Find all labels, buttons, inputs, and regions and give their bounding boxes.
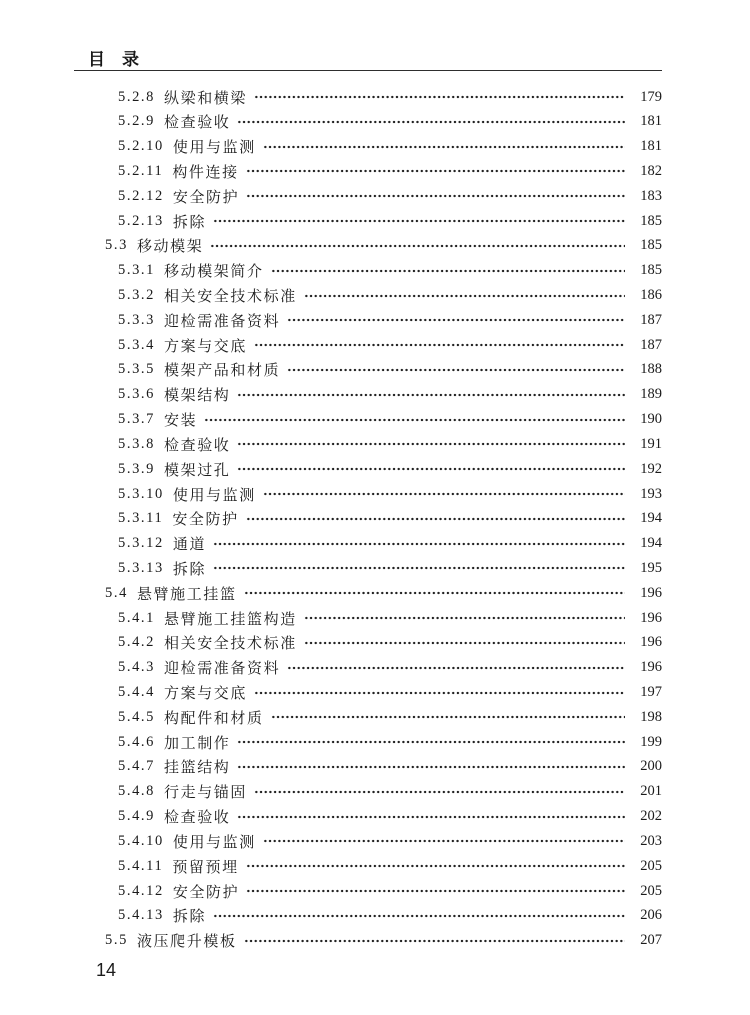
dot-leader (304, 611, 625, 625)
dot-leader (271, 264, 625, 278)
dot-leader (237, 437, 625, 451)
toc-entry-page: 196 (640, 609, 662, 626)
toc-entry-number: 5.2.10 (118, 138, 164, 155)
dot-leader (304, 636, 625, 650)
toc-entry[interactable] (88, 829, 662, 854)
toc-entry[interactable] (88, 581, 662, 606)
toc-entry[interactable] (88, 854, 662, 879)
toc-entry[interactable] (88, 705, 662, 730)
toc-entry-number: 5.3.5 (118, 361, 155, 378)
toc-entry-title: 模架产品和材质 (164, 363, 281, 380)
toc-entry[interactable] (88, 630, 662, 655)
toc-entry-title: 检查验收 (164, 437, 231, 454)
toc-entry-page: 188 (640, 361, 662, 378)
toc-entry[interactable] (88, 209, 662, 234)
toc-entry[interactable] (88, 680, 662, 705)
toc-entry-title: 挂篮结构 (164, 760, 231, 777)
toc-entry[interactable] (88, 308, 662, 333)
toc-entry-title: 使用与监测 (172, 487, 256, 504)
toc-entry-number: 5.3.7 (118, 411, 155, 428)
toc-entry-page: 185 (640, 262, 662, 279)
toc-entry-page: 191 (640, 435, 662, 452)
toc-entry-page: 197 (640, 684, 662, 700)
toc-entry-title: 安全防护 (172, 512, 239, 529)
toc-entry-number: 5.5 (105, 932, 128, 949)
toc-entry[interactable] (88, 779, 662, 804)
dot-leader (237, 760, 625, 774)
toc-entry[interactable] (88, 85, 662, 110)
toc-entry-number: 5.3.9 (118, 460, 155, 477)
toc-entry-number: 5.3.6 (118, 386, 155, 403)
toc-entry-page: 181 (640, 138, 662, 155)
dot-leader (244, 586, 625, 600)
toc-entry-title: 相关安全技术标准 (164, 289, 297, 305)
dot-leader (287, 661, 625, 675)
dot-leader (254, 338, 625, 352)
toc-entry-page: 196 (640, 584, 662, 601)
toc-entry-title: 安全防护 (172, 884, 240, 901)
toc-entry-title: 移动模架 (136, 239, 204, 256)
toc-entry-page: 203 (640, 832, 662, 849)
toc-entry-title: 相关安全技术标准 (164, 636, 297, 653)
dot-leader (210, 239, 625, 253)
dot-leader (237, 810, 625, 824)
dot-leader (244, 934, 625, 948)
toc-entry[interactable] (88, 233, 662, 258)
toc-entry-page: 206 (640, 907, 662, 924)
toc-entry[interactable] (88, 432, 662, 457)
toc-entry-title: 检查验收 (164, 810, 231, 827)
dot-leader (287, 363, 625, 377)
toc-entry-page: 181 (640, 113, 662, 130)
toc-entry-number: 5.4.9 (118, 808, 155, 825)
toc-entry[interactable] (88, 159, 662, 184)
toc-entry-title: 拆除 (172, 561, 207, 578)
toc-entry-number: 5.3.11 (118, 510, 164, 527)
toc-entry-page: 193 (640, 485, 662, 502)
toc-list (88, 85, 662, 953)
toc-entry-page: 195 (640, 559, 662, 576)
dot-leader (204, 413, 625, 427)
dot-leader (213, 909, 625, 923)
toc-entry-page: 205 (640, 882, 662, 899)
toc-entry-title: 加工制作 (164, 735, 231, 752)
toc-entry-title: 悬臂施工挂篮构造 (164, 611, 297, 628)
toc-entry-title: 模架过孔 (164, 462, 231, 479)
toc-entry-title: 使用与监测 (172, 834, 256, 851)
dot-leader (213, 561, 625, 575)
toc-entry-number: 5.4 (105, 584, 128, 601)
toc-entry-title: 迎检需准备资料 (164, 313, 281, 330)
toc-entry-page: 198 (640, 708, 662, 725)
toc-entry-number: 5.4.3 (118, 659, 155, 676)
toc-entry-page: 182 (640, 162, 662, 179)
toc-entry-page: 201 (640, 783, 662, 800)
toc-entry-page: 187 (640, 336, 662, 353)
toc-entry[interactable] (88, 283, 662, 308)
toc-entry[interactable] (88, 382, 662, 407)
toc-entry[interactable] (88, 109, 662, 134)
toc-entry[interactable] (88, 358, 662, 383)
toc-entry[interactable] (88, 606, 662, 631)
toc-entry-page: 187 (640, 311, 662, 328)
toc-entry-number: 5.4.5 (118, 708, 155, 725)
toc-entry-page: 202 (640, 808, 662, 825)
toc-entry-number: 5.4.10 (118, 832, 164, 849)
toc-entry-number: 5.4.1 (118, 609, 155, 626)
dot-leader (246, 859, 625, 873)
toc-entry-page: 185 (640, 212, 662, 229)
toc-entry[interactable] (88, 556, 662, 581)
toc-entry-page: 194 (640, 535, 662, 552)
toc-entry[interactable] (88, 407, 662, 432)
toc-entry-number: 5.4.8 (118, 783, 155, 800)
toc-entry-number: 5.3.2 (118, 287, 155, 303)
toc-entry-title: 拆除 (172, 909, 207, 926)
toc-entry-title: 拆除 (172, 214, 207, 231)
toc-entry-number: 5.4.11 (118, 857, 164, 874)
toc-entry[interactable] (88, 457, 662, 482)
toc-entry-title: 检查验收 (164, 115, 231, 132)
toc-entry-number: 5.3.3 (118, 311, 155, 328)
toc-entry[interactable] (88, 134, 662, 159)
dot-leader (287, 313, 625, 327)
toc-entry-title: 安全防护 (172, 189, 240, 206)
toc-entry-number: 5.2.8 (118, 88, 155, 105)
toc-entry-number: 5.4.7 (118, 758, 155, 775)
toc-entry[interactable] (88, 804, 662, 829)
toc-entry-page: 190 (640, 411, 662, 428)
dot-leader (263, 834, 625, 848)
toc-entry[interactable] (88, 506, 662, 531)
dot-leader (263, 140, 625, 154)
toc-entry-number: 5.4.12 (118, 882, 164, 899)
toc-entry[interactable] (88, 482, 662, 507)
toc-entry[interactable] (88, 258, 662, 283)
toc-entry-page: 185 (640, 237, 662, 254)
toc-entry[interactable] (88, 903, 662, 928)
dot-leader (213, 214, 625, 228)
toc-entry[interactable] (88, 879, 662, 904)
toc-entry-page: 196 (640, 659, 662, 676)
toc-entry-number: 5.4.4 (118, 684, 155, 700)
dot-leader (271, 710, 625, 724)
toc-entry-page: 192 (640, 460, 662, 477)
toc-entry[interactable] (88, 755, 662, 780)
toc-entry-title: 构配件和材质 (164, 710, 264, 727)
toc-entry-title: 通道 (172, 537, 207, 554)
dot-leader (213, 537, 625, 551)
toc-entry-title: 迎检需准备资料 (164, 661, 281, 678)
toc-entry-number: 5.3.1 (118, 262, 155, 279)
dot-leader (237, 388, 625, 402)
dot-leader (246, 189, 625, 203)
toc-entry-page: 205 (640, 857, 662, 874)
dot-leader (237, 462, 625, 476)
toc-entry-title: 方案与交底 (164, 338, 248, 355)
toc-entry-page: 200 (640, 758, 662, 775)
toc-entry-number: 5.3.10 (118, 485, 164, 502)
header-rule (74, 70, 662, 71)
toc-entry-number: 5.4.13 (118, 907, 164, 924)
toc-entry-number: 5.3.13 (118, 559, 164, 576)
toc-entry-number: 5.2.9 (118, 113, 155, 130)
toc-entry-number: 5.4.2 (118, 634, 155, 651)
toc-entry-title: 安装 (164, 413, 198, 430)
toc-entry[interactable] (88, 531, 662, 556)
toc-entry-page: 183 (640, 187, 662, 204)
page-number: 14 (96, 960, 117, 980)
toc-entry-page: 186 (640, 287, 662, 303)
toc-entry-page: 196 (640, 634, 662, 651)
toc-entry-title: 使用与监测 (172, 140, 256, 157)
toc-entry-title: 行走与锚固 (164, 785, 248, 802)
toc-entry-number: 5.2.13 (118, 212, 164, 229)
toc-entry-title: 方案与交底 (164, 686, 248, 702)
toc-entry-number: 5.3.12 (118, 535, 164, 552)
dot-leader (254, 686, 625, 700)
toc-entry-page: 199 (640, 733, 662, 750)
toc-entry-title: 构件连接 (172, 164, 239, 181)
dot-leader (237, 735, 625, 749)
toc-entry-title: 悬臂施工挂篮 (136, 586, 237, 603)
toc-entry-number: 5.3.8 (118, 435, 155, 452)
toc-entry[interactable] (88, 655, 662, 680)
dot-leader (254, 90, 625, 104)
dot-leader (254, 785, 625, 799)
toc-entry-number: 5.3 (105, 237, 128, 254)
toc-entry-page: 189 (640, 386, 662, 403)
toc-entry-number: 5.4.6 (118, 733, 155, 750)
toc-entry-page: 194 (640, 510, 662, 527)
dot-leader (246, 512, 625, 526)
toc-entry-title: 纵梁和横梁 (164, 90, 248, 107)
page-title: 目 录 (88, 50, 139, 69)
toc-entry[interactable] (88, 184, 662, 209)
dot-leader (246, 164, 625, 178)
toc-entry-page: 179 (640, 88, 662, 105)
dot-leader (237, 115, 625, 129)
dot-leader (263, 487, 625, 501)
toc-entry-number: 5.2.12 (118, 187, 164, 204)
toc-entry[interactable] (88, 730, 662, 755)
toc-entry-title: 预留预埋 (172, 859, 239, 876)
toc-entry-title: 移动模架简介 (164, 264, 264, 281)
toc-entry[interactable] (88, 333, 662, 358)
toc-entry[interactable] (88, 928, 662, 953)
toc-entry-number: 5.3.4 (118, 336, 155, 353)
dot-leader (246, 884, 625, 898)
toc-entry-number: 5.2.11 (118, 162, 164, 179)
dot-leader (304, 289, 625, 303)
toc-entry-title: 液压爬升模板 (136, 934, 237, 951)
toc-entry-title: 模架结构 (164, 388, 231, 405)
toc-entry-page: 207 (640, 932, 662, 949)
